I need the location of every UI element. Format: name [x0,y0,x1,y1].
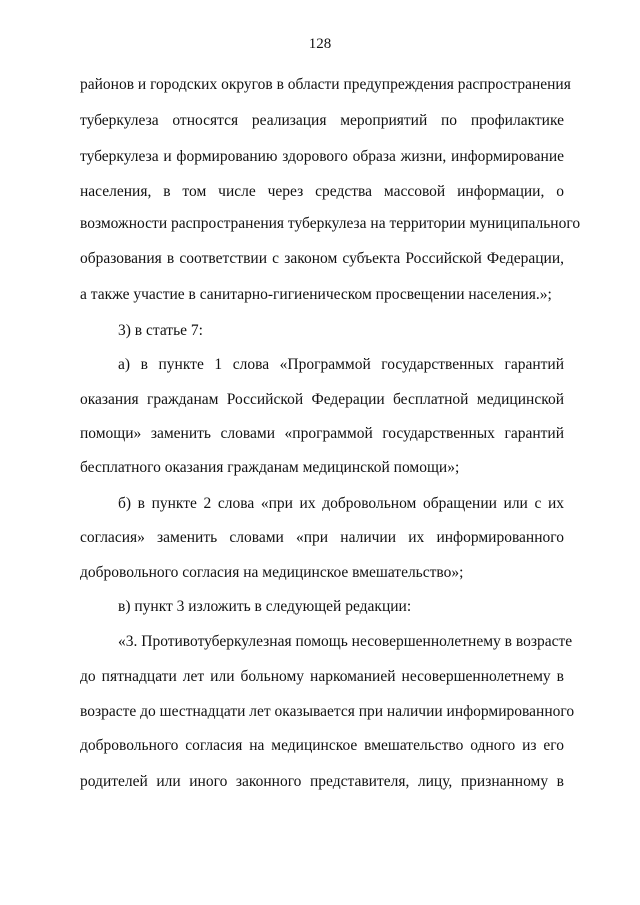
text-line: образования в соответствии с законом субъекта Российской Федерации, [80,250,564,267]
text-line: населения, в том числе через средства массовой информации, о [80,183,564,200]
text-line: «3. Противотуберкулезная помощь несовершеннолетнему в возрасте [118,633,573,650]
text-line: родителей или иного законного представителя, лицу, признанному в [80,773,564,790]
text-line: туберкулеза относятся реализация мероприятий по профилактике [80,112,564,129]
text-line: оказания гражданам Российской Федерации бесплатной медицинской [80,391,564,408]
page-number: 128 [308,36,332,52]
text-line: помощи» заменить словами «программой государственных гарантий [80,425,564,442]
text-line: до пятнадцати лет или больному наркоманией несовершеннолетнему в [80,668,564,685]
text-line: согласия» заменить словами «при наличии их информированного [80,529,564,546]
text-line: добровольного согласия на медицинское вмешательство одного из его [80,737,564,754]
text-line: а также участие в санитарно-гигиеническом просвещении населения.»; [80,286,552,303]
text-line: возрасте до шестнадцати лет оказывается при наличии информированного [80,703,575,720]
text-line: туберкулеза и формированию здорового образа жизни, информирование [80,148,564,165]
text-line: 3) в статье 7: [118,322,203,339]
text-line: возможности распространения туберкулеза на территории муниципального [80,215,581,232]
text-line: а) в пункте 1 слова «Программой государственных гарантий [118,356,564,373]
text-line: добровольного согласия на медицинское вмешательство»; [80,564,464,581]
text-line: районов и городских округов в области предупреждения распространения [80,76,571,93]
text-line: бесплатного оказания гражданам медицинской помощи»; [80,459,460,476]
text-line: б) в пункте 2 слова «при их добровольном обращении или с их [118,495,564,512]
text-line: в) пункт 3 изложить в следующей редакции: [118,598,412,615]
